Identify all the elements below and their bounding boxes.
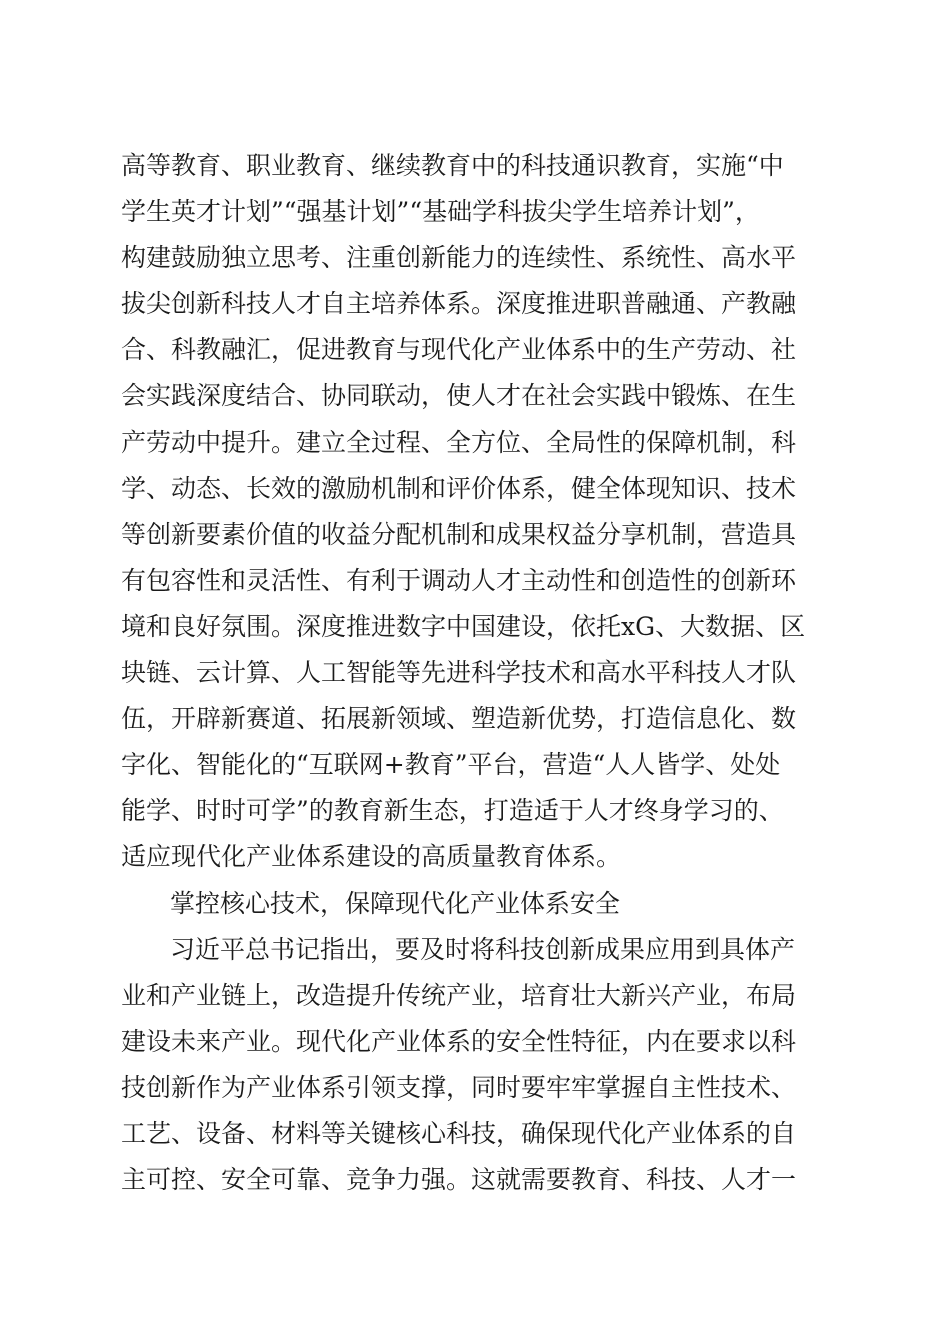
text-line: 字化、智能化的“互联网+教育”平台，营造“人人皆学、处处	[121, 750, 781, 780]
text-line: 习近平总书记指出，要及时将科技创新成果应用到具体产	[170, 934, 796, 964]
text-line: 会实践深度结合、协同联动，使人才在社会实践中锻炼、在生	[121, 381, 797, 411]
text-line: 伍，开辟新赛道、拓展新领域、塑造新优势，打造信息化、数	[121, 704, 797, 734]
document-body	[121, 143, 841, 1203]
text-line: 合、科教融汇，促进教育与现代化产业体系中的生产劳动、社	[121, 335, 797, 365]
text-line: 有包容性和灵活性、有利于调动人才主动性和创造性的创新环	[121, 565, 797, 595]
text-line: 能学、时时可学”的教育新生态，打造适于人才终身学习的、	[121, 796, 784, 826]
text-line: 学、动态、长效的激励机制和评价体系，健全体现知识、技术	[121, 473, 797, 503]
paragraph-2	[121, 927, 841, 1204]
text-line: 境和良好氛围。深度推进数字中国建设，依托xG、大数据、区	[121, 611, 806, 641]
text-line: 高等教育、职业教育、继续教育中的科技通识教育，实施“中	[121, 151, 784, 180]
text-line: 工艺、设备、材料等关键核心科技，确保现代化产业体系的自	[121, 1118, 797, 1148]
text-line: 业和产业链上，改造提升传统产业，培育壮大新兴产业，布局	[121, 980, 797, 1010]
text-line: 构建鼓励独立思考、注重创新能力的连续性、系统性、高水平	[121, 243, 797, 273]
text-line: 块链、云计算、人工智能等先进科学技术和高水平科技人才队	[121, 658, 797, 688]
text-line: 产劳动中提升。建立全过程、全方位、全局性的保障机制，科	[121, 427, 797, 457]
text-line: 主可控、安全可靠、竞争力强。这就需要教育、科技、人才一	[121, 1165, 797, 1195]
text-line: 建设未来产业。现代化产业体系的安全性特征，内在要求以科	[121, 1026, 797, 1056]
text-line: 学生英才计划”“强基计划”“基础学科拔尖学生培养计划”，	[121, 197, 760, 227]
text-line: 技创新作为产业体系引领支撑，同时要牢牢掌握自主性技术、	[121, 1072, 797, 1102]
paragraph-1	[121, 143, 841, 881]
text-line: 等创新要素价值的收益分配机制和成果权益分享机制，营造具	[121, 519, 797, 549]
text-line: 适应现代化产业体系建设的高质量教育体系。	[121, 842, 622, 872]
text-line: 拔尖创新科技人才自主培养体系。深度推进职普融通、产教融	[121, 289, 797, 319]
section-heading: 掌控核心技术，保障现代化产业体系安全	[170, 888, 621, 918]
